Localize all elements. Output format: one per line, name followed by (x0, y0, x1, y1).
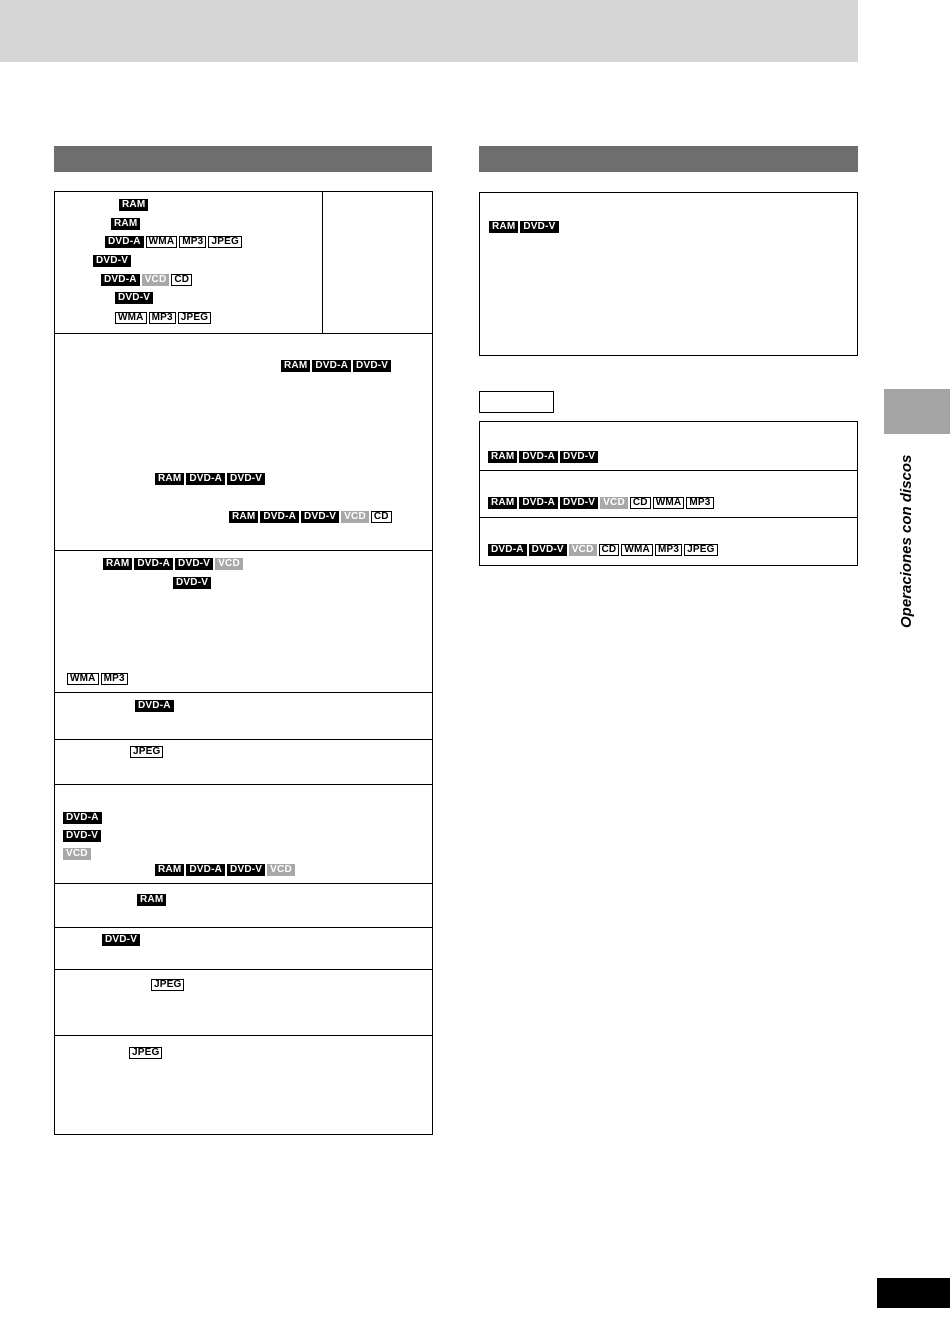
disc-type-icons (102, 934, 140, 946)
disc-type-icon-mp3: MP3 (179, 236, 206, 248)
disc-type-icon-dvd-a: DVD-A (134, 558, 173, 570)
disc-type-icon-mp3: MP3 (149, 312, 176, 324)
disc-type-icon-jpeg: JPEG (178, 312, 211, 324)
chapter-tab (884, 389, 950, 434)
disc-type-icon-cd: CD (371, 511, 392, 523)
disc-type-icon-dvd-a: DVD-A (488, 544, 527, 556)
disc-type-icons (173, 577, 211, 589)
disc-type-icons (111, 218, 140, 230)
left-section-header-bar (54, 146, 432, 172)
disc-type-icon-dvd-v: DVD-V (63, 830, 101, 842)
disc-type-icons (63, 848, 91, 860)
disc-type-icon-vcd: VCD (569, 544, 597, 556)
row-divider (55, 969, 432, 970)
disc-type-icon-dvd-v: DVD-V (520, 221, 558, 233)
disc-type-icons (63, 812, 102, 824)
disc-type-icon-dvd-v: DVD-V (173, 577, 211, 589)
disc-type-icon-vcd: VCD (142, 274, 170, 286)
disc-type-icon-dvd-v: DVD-V (102, 934, 140, 946)
disc-type-icon-ram: RAM (155, 864, 184, 876)
disc-type-icon-ram: RAM (488, 451, 517, 463)
disc-type-icon-ram: RAM (489, 221, 518, 233)
disc-type-icons (115, 312, 211, 324)
disc-type-icon-dvd-v: DVD-V (227, 864, 265, 876)
disc-type-icon-dvd-v: DVD-V (560, 497, 598, 509)
disc-type-icon-dvd-a: DVD-A (519, 497, 558, 509)
disc-type-icons (489, 221, 559, 233)
disc-type-icons (105, 236, 242, 248)
left-feature-table (54, 191, 433, 1135)
disc-type-icon-dvd-a: DVD-A (519, 451, 558, 463)
disc-type-icon-jpeg: JPEG (151, 979, 184, 991)
disc-type-icon-mp3: MP3 (686, 497, 713, 509)
disc-type-icon-wma: WMA (653, 497, 685, 509)
disc-type-icon-dvd-a: DVD-A (312, 360, 351, 372)
row-divider (480, 517, 857, 518)
disc-type-icon-dvd-v: DVD-V (227, 473, 265, 485)
disc-type-icon-wma: WMA (67, 673, 99, 685)
disc-type-icon-ram: RAM (488, 497, 517, 509)
disc-type-icon-dvd-v: DVD-V (93, 255, 131, 267)
disc-type-icons (151, 979, 184, 991)
chapter-tab-label: Operaciones con discos (898, 454, 915, 628)
disc-type-icon-vcd: VCD (341, 511, 369, 523)
row-divider (55, 550, 432, 551)
disc-type-icons (67, 673, 128, 685)
disc-type-icon-ram: RAM (137, 894, 166, 906)
disc-type-icon-ram: RAM (155, 473, 184, 485)
disc-type-icon-dvd-a: DVD-A (63, 812, 102, 824)
disc-type-icon-dvd-a: DVD-A (260, 511, 299, 523)
disc-type-icon-dvd-v: DVD-V (353, 360, 391, 372)
row-divider (480, 470, 857, 471)
disc-type-icon-dvd-a: DVD-A (105, 236, 144, 248)
row-divider (55, 1035, 432, 1036)
row-divider (55, 927, 432, 928)
disc-type-icons (137, 894, 166, 906)
disc-type-icon-jpeg: JPEG (130, 746, 163, 758)
disc-type-icons (115, 292, 153, 304)
disc-type-icon-jpeg: JPEG (208, 236, 241, 248)
disc-type-icon-cd: CD (630, 497, 651, 509)
disc-type-icon-dvd-a: DVD-A (186, 864, 225, 876)
disc-type-icons (130, 746, 163, 758)
row-divider (55, 333, 432, 334)
row-divider (55, 784, 432, 785)
disc-type-icons (488, 451, 598, 463)
disc-type-icon-jpeg: JPEG (684, 544, 717, 556)
disc-type-icon-dvd-v: DVD-V (301, 511, 339, 523)
disc-type-icons (93, 255, 131, 267)
column-divider (322, 192, 323, 333)
disc-type-icon-cd: CD (171, 274, 192, 286)
disc-type-icon-ram: RAM (103, 558, 132, 570)
disc-type-icon-dvd-v: DVD-V (115, 292, 153, 304)
disc-type-icons (129, 1047, 162, 1059)
page-header-band (0, 0, 858, 62)
right-section-header-bar (479, 146, 858, 172)
disc-type-icons (488, 544, 718, 556)
disc-type-icon-dvd-v: DVD-V (560, 451, 598, 463)
disc-type-icon-dvd-a: DVD-A (135, 700, 174, 712)
disc-type-icons (103, 558, 243, 570)
disc-type-icons (281, 360, 391, 372)
disc-type-icon-mp3: MP3 (655, 544, 682, 556)
disc-type-icon-ram: RAM (229, 511, 258, 523)
page-number-block (877, 1278, 950, 1308)
disc-type-icons (135, 700, 174, 712)
disc-type-icon-dvd-a: DVD-A (186, 473, 225, 485)
disc-type-icons (488, 497, 714, 509)
disc-type-icons (101, 274, 192, 286)
disc-type-icon-wma: WMA (115, 312, 147, 324)
right-feature-table (479, 421, 858, 566)
disc-type-icon-dvd-v: DVD-V (529, 544, 567, 556)
right-info-box (479, 192, 858, 356)
disc-type-icons (63, 830, 101, 842)
disc-type-icons (119, 199, 148, 211)
disc-type-icon-dvd-v: DVD-V (175, 558, 213, 570)
disc-type-icon-ram: RAM (119, 199, 148, 211)
row-divider (55, 692, 432, 693)
disc-type-icon-vcd: VCD (63, 848, 91, 860)
disc-type-icon-wma: WMA (146, 236, 178, 248)
disc-type-icon-vcd: VCD (215, 558, 243, 570)
disc-type-icon-dvd-a: DVD-A (101, 274, 140, 286)
disc-type-icons (229, 511, 392, 523)
note-label-box (479, 391, 554, 413)
disc-type-icon-cd: CD (599, 544, 620, 556)
disc-type-icon-wma: WMA (621, 544, 653, 556)
disc-type-icon-ram: RAM (281, 360, 310, 372)
disc-type-icon-vcd: VCD (267, 864, 295, 876)
row-divider (55, 883, 432, 884)
disc-type-icon-mp3: MP3 (101, 673, 128, 685)
disc-type-icons (155, 473, 265, 485)
disc-type-icon-jpeg: JPEG (129, 1047, 162, 1059)
disc-type-icon-vcd: VCD (600, 497, 628, 509)
disc-type-icons (155, 864, 295, 876)
disc-type-icon-ram: RAM (111, 218, 140, 230)
row-divider (55, 739, 432, 740)
